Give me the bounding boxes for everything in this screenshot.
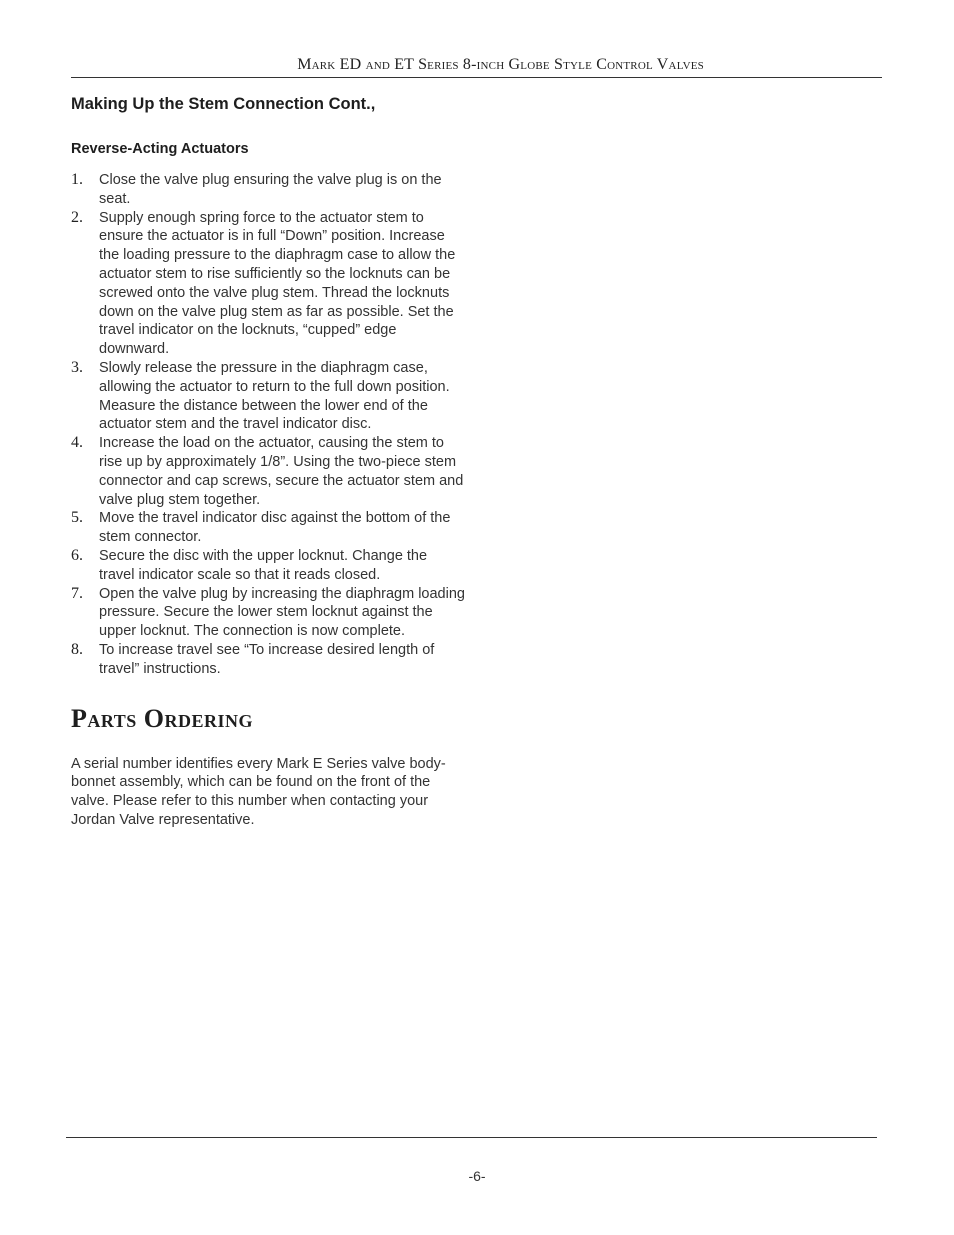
main-column: [71, 92, 466, 830]
step-number: 8.: [71, 640, 83, 658]
step-text: Supply enough spring force to the actuator stem to ensure the actuator is in full “Down” position. Increase the loading pressure to the diaphragm case to allow the actuator stem to rise sufficiently so the locknuts can be screwed onto the valve plug stem. Thread the locknuts down on the valve plug stem as far as possible. Set the travel indicator on the locknuts, “cupped” edge downward.: [99, 209, 456, 358]
step-number: 4.: [71, 434, 83, 452]
step-text: Move the travel indicator disc against the bottom of the stem connector.: [99, 510, 451, 546]
page-number: -6-: [468, 1168, 486, 1184]
list-item: [71, 209, 466, 359]
list-item: [71, 359, 466, 434]
step-number: 5.: [71, 509, 83, 527]
subsection-heading: Reverse-Acting Actuators: [71, 141, 249, 157]
document-title: Mark ED and ET Series 8-inch Globe Style Control Valves: [297, 56, 704, 73]
step-text: To increase travel see “To increase desired length of travel” instructions.: [99, 641, 435, 677]
list-item: [71, 585, 466, 641]
step-text: Secure the disc with the upper locknut. Change the travel indicator scale so that it reads closed.: [99, 547, 428, 583]
step-number: 3.: [71, 358, 83, 376]
list-item: [71, 434, 466, 509]
page-header: [71, 56, 882, 78]
parts-ordering-paragraph: A serial number identifies every Mark E Series valve body-bonnet assembly, which can be found on the front of the valve. Please refer to this number when contacting your Jordan Valve representative.: [71, 755, 446, 828]
step-number: 2.: [71, 208, 83, 226]
step-text: Increase the load on the actuator, causing the stem to rise up by approximately 1/8”. Using the two-piece stem connector and cap screws, secure the actuator stem and valve plug stem together.: [99, 435, 464, 508]
footer-divider: [66, 1137, 877, 1138]
list-item: [71, 509, 466, 547]
step-number: 7.: [71, 584, 83, 602]
step-text: Slowly release the pressure in the diaphragm case, allowing the actuator to return to the full down position. Measure the distance between the lower end of the actuator stem and the travel indicator disc.: [99, 359, 450, 433]
list-item: [71, 171, 466, 209]
step-text: Close the valve plug ensuring the valve plug is on the seat.: [99, 172, 442, 207]
steps-list: [71, 171, 466, 679]
parts-ordering-heading: Parts Ordering: [71, 703, 253, 733]
step-number: 1.: [71, 171, 83, 188]
step-text: Open the valve plug by increasing the diaphragm loading pressure. Secure the lower stem locknut against the upper locknut. The connection is now complete.: [99, 585, 465, 640]
section-heading: Making Up the Stem Connection Cont.,: [71, 95, 376, 113]
step-number: 6.: [71, 546, 83, 564]
list-item: [71, 547, 466, 585]
list-item: [71, 641, 466, 679]
